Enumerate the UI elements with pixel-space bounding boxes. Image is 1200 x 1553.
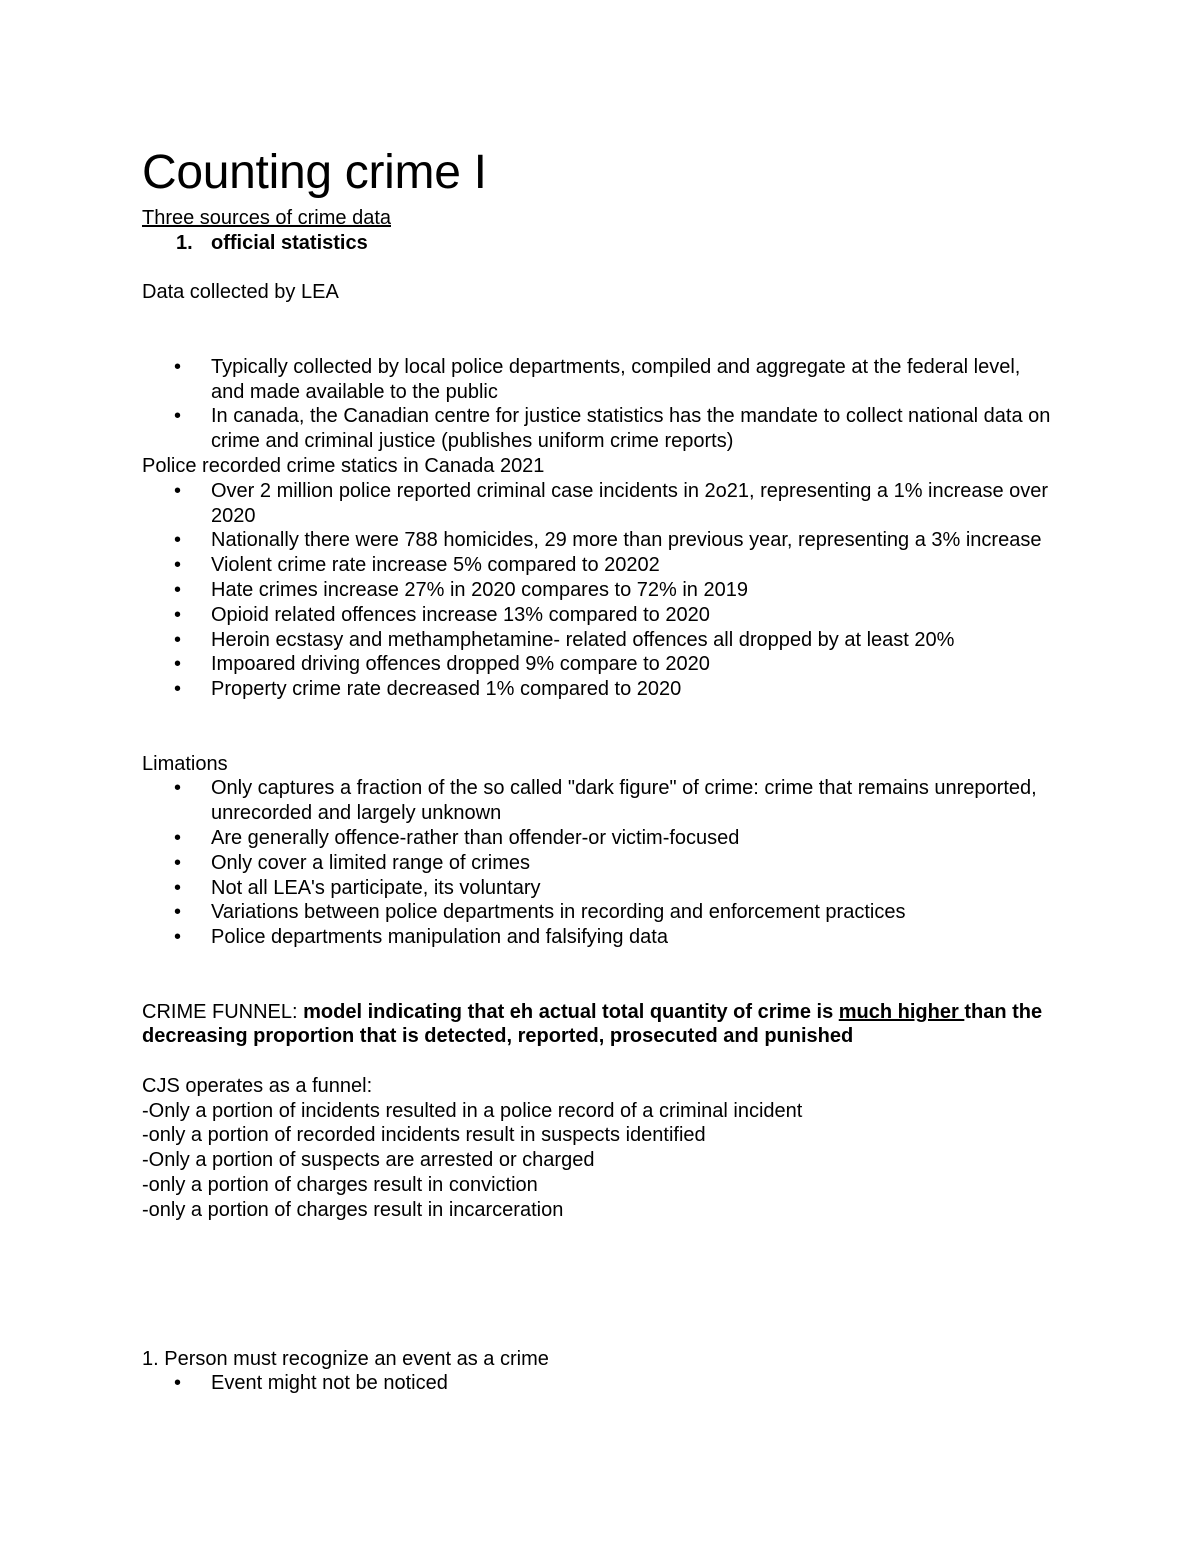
list-item xyxy=(142,578,1052,603)
list-item-text: Only captures a fraction of the so called "dark figure" of crime: crime that remains unreported, unrecorded and largely unknown xyxy=(211,777,1037,825)
list-item-text: Over 2 million police reported criminal case incidents in 2o21, representing a 1% increase over 2020 xyxy=(211,479,1049,527)
funnel-bold-text-2: than the decreasing proportion that is detected, reported, prosecuted and punished xyxy=(142,1000,1043,1048)
list-item xyxy=(142,876,1052,901)
data-collected-text: Data collected by LEA xyxy=(142,281,339,304)
list-item-label: official statistics xyxy=(211,231,368,254)
bullet-icon: • xyxy=(174,603,182,626)
crime-funnel-definition xyxy=(142,1000,1052,1050)
list-item xyxy=(142,776,1052,826)
list-item xyxy=(142,1371,1052,1396)
bullet-icon: • xyxy=(174,826,182,849)
list-item xyxy=(142,479,1052,529)
list-item-text: Property crime rate decreased 1% compared to 2020 xyxy=(211,678,682,701)
cjs-heading: CJS operates as a funnel: xyxy=(142,1074,373,1097)
list-item-text: Opioid related offences increase 13% compared to 2020 xyxy=(211,603,710,626)
step-one-bullets xyxy=(142,1371,1052,1396)
list-item xyxy=(142,652,1052,677)
funnel-label: CRIME FUNNEL: xyxy=(142,1000,304,1023)
list-item-text: Heroin ecstasy and methamphetamine- related offences all dropped by at least 20% xyxy=(211,628,955,651)
bullet-icon: • xyxy=(174,355,182,378)
cjs-line: -only a portion of recorded incidents result in suspects identified xyxy=(142,1124,706,1147)
list-item-text: Event might not be noticed xyxy=(211,1372,448,1395)
list-item-text: Impoared driving offences dropped 9% compare to 2020 xyxy=(211,653,710,676)
document-page xyxy=(142,140,1052,1396)
list-item-text: Police departments manipulation and falsifying data xyxy=(211,926,668,949)
bullet-icon: • xyxy=(174,901,182,924)
list-item xyxy=(142,528,1052,553)
list-item-text: Not all LEA's participate, its voluntary xyxy=(211,876,541,899)
step-one-text: 1. Person must recognize an event as a crime xyxy=(142,1347,549,1370)
limitations-heading: Limations xyxy=(142,752,228,775)
list-item xyxy=(142,900,1052,925)
bullet-icon: • xyxy=(174,578,182,601)
list-item xyxy=(142,851,1052,876)
funnel-bold-text: model indicating that eh actual total quantity of crime is xyxy=(303,1000,839,1023)
bullet-icon: • xyxy=(174,653,182,676)
list-item xyxy=(142,925,1052,950)
stats-bullets xyxy=(142,479,1052,702)
bullet-icon: • xyxy=(174,876,182,899)
page-title: Counting crime I xyxy=(142,146,487,199)
cjs-line: -only a portion of charges result in incarceration xyxy=(142,1198,564,1221)
bullet-icon: • xyxy=(174,529,182,552)
list-item-text: Only cover a limited range of crimes xyxy=(211,851,531,874)
list-item-text: Typically collected by local police departments, compiled and aggregate at the federal level, and made available to the public xyxy=(211,355,1021,403)
bullet-icon: • xyxy=(174,678,182,701)
limitations-bullets xyxy=(142,776,1052,950)
list-item xyxy=(142,826,1052,851)
list-item-text: Hate crimes increase 27% in 2020 compares to 72% in 2019 xyxy=(211,578,748,601)
bullet-icon: • xyxy=(174,777,182,800)
list-item xyxy=(142,355,1052,405)
bullet-icon: • xyxy=(174,479,182,502)
list-item xyxy=(142,677,1052,702)
sources-list xyxy=(142,231,1052,256)
list-item-text: Violent crime rate increase 5% compared to 20202 xyxy=(211,554,660,577)
cjs-line: -only a portion of charges result in conviction xyxy=(142,1174,538,1197)
bullet-icon: • xyxy=(174,405,182,428)
list-item xyxy=(142,404,1052,454)
bullet-icon: • xyxy=(174,926,182,949)
bullet-icon: • xyxy=(174,628,182,651)
list-item xyxy=(142,603,1052,628)
sources-heading: Three sources of crime data xyxy=(142,207,391,229)
list-item-text: In canada, the Canadian centre for justice statistics has the mandate to collect national data on crime and criminal justice (publishes uniform crime reports) xyxy=(211,405,1051,453)
funnel-underlined-text: much higher xyxy=(838,1000,965,1023)
list-item-text: Variations between police departments in recording and enforcement practices xyxy=(211,901,906,924)
bullet-icon: • xyxy=(174,554,182,577)
cjs-line: -Only a portion of incidents resulted in a police record of a criminal incident xyxy=(142,1099,803,1122)
bullet-icon: • xyxy=(174,1372,182,1395)
list-item xyxy=(142,553,1052,578)
list-item-text: Are generally offence-rather than offender-or victim-focused xyxy=(211,826,740,849)
list-number: 1. xyxy=(176,231,193,254)
cjs-line: -Only a portion of suspects are arrested or charged xyxy=(142,1149,595,1172)
collection-bullets xyxy=(142,355,1052,454)
bullet-icon: • xyxy=(174,851,182,874)
list-item xyxy=(142,231,1052,256)
stats-heading: Police recorded crime statics in Canada 2021 xyxy=(142,454,545,477)
list-item xyxy=(142,628,1052,653)
list-item-text: Nationally there were 788 homicides, 29 more than previous year, representing a 3% increase xyxy=(211,529,1042,552)
